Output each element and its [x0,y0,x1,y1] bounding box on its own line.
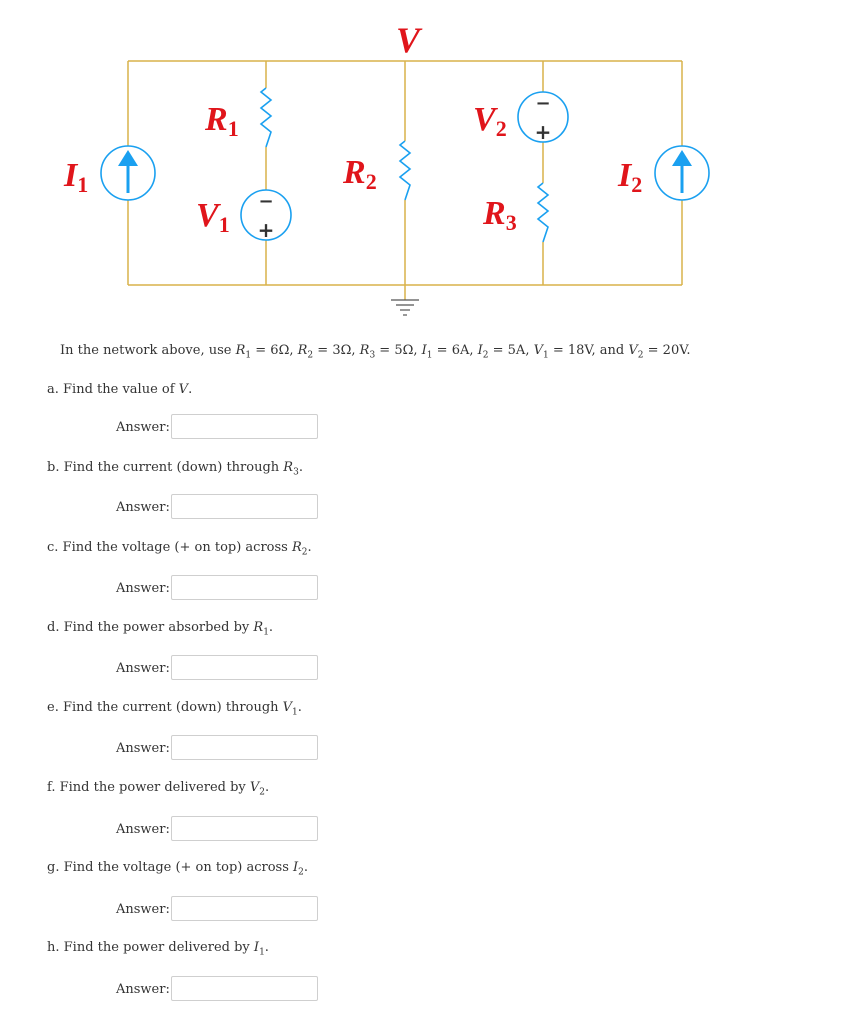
r3-label: R3 [483,195,517,235]
answer-input-c[interactable] [171,575,318,600]
v2-minus-sign: − [535,93,551,114]
question-d: d. Find the power absorbed by $R_1$. [47,620,274,638]
question-e: e. Find the current (down) through $V_1$. [47,700,302,718]
answer-label-e: Answer: [116,741,170,756]
answer-input-g[interactable] [171,896,318,921]
answer-input-e[interactable] [171,735,318,760]
r2-label: R2 [343,154,377,194]
ground-symbol [391,300,419,315]
answer-label-h: Answer: [116,982,170,997]
question-b: b. Find the current (down) through $R_3$. [47,460,303,478]
answer-input-b[interactable] [171,494,318,519]
answer-label-g: Answer: [116,902,170,917]
answer-input-d[interactable] [171,655,318,680]
question-g: g. Find the voltage (+ on top) across $I_2$. [47,860,309,878]
i2-label: I2 [618,157,643,197]
v2-label: V2 [473,101,507,141]
question-c: c. Find the voltage (+ on top) across $R_2$. [47,540,312,558]
circuit-diagram [0,0,859,335]
v1-minus-sign: − [258,191,274,212]
node-v-label: V [396,20,421,60]
r3-resistor-symbol [538,183,548,242]
question-h: h. Find the power delivered by $I_1$. [47,940,269,958]
v1-label: V1 [196,197,230,237]
answer-input-f[interactable] [171,816,318,841]
answer-label-a: Answer: [116,420,170,435]
problem-statement: In the network above, use $R_1 = 6\Omega$, $R_2 = 3\Omega$, $R_3 = 5\Omega$, $I_1 = 6A$, $I_2 = 5A$, $V_1 = 18V$, and $V_2 = 20V$. [60,343,691,361]
answer-label-c: Answer: [116,581,170,596]
r1-label: R1 [205,101,239,141]
answer-input-a[interactable] [171,414,318,439]
r1-resistor-symbol [261,88,271,147]
i1-label: I1 [64,157,89,197]
v1-plus-sign: + [257,218,275,242]
answer-input-h[interactable] [171,976,318,1001]
answer-label-d: Answer: [116,661,170,676]
r2-resistor-symbol [400,141,410,200]
question-f: f. Find the power delivered by $V_2$. [47,780,270,798]
answer-label-b: Answer: [116,500,170,515]
answer-label-f: Answer: [116,822,170,837]
v2-plus-sign: + [534,120,552,144]
question-a: a. Find the value of V. [47,382,193,397]
